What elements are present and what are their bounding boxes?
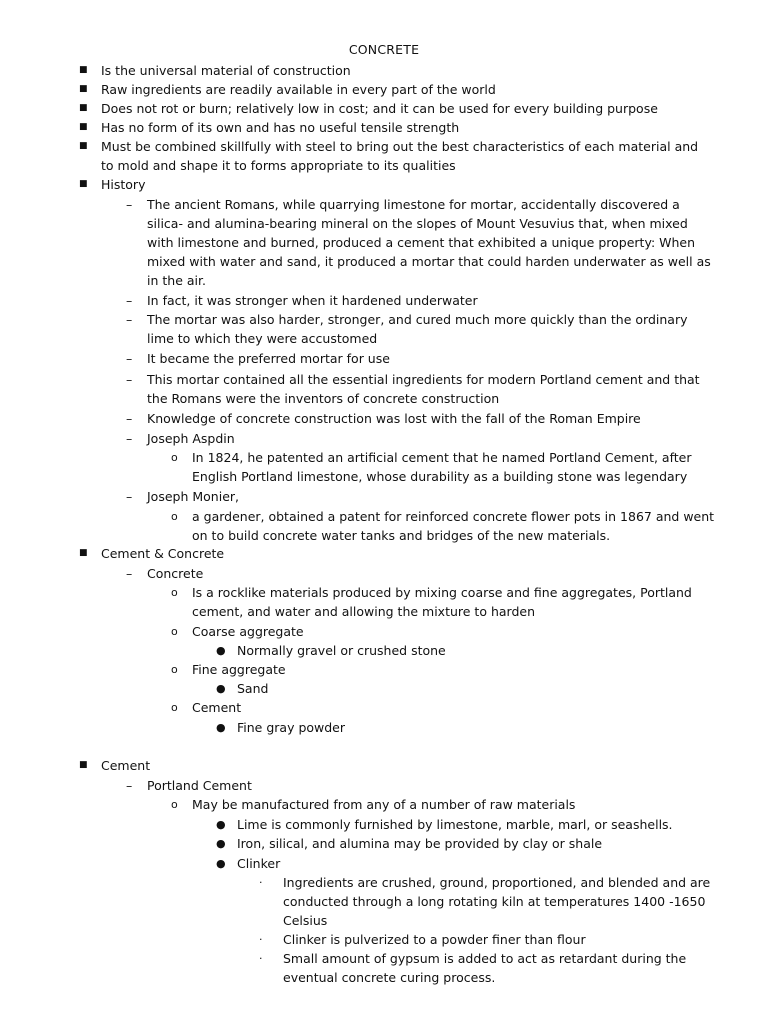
list-item-text: Clinker is pulverized to a powder finer than flour (283, 932, 586, 947)
list-item-text: Lime is commonly furnished by limestone, marble, marl, or seashells. (237, 817, 673, 832)
bullet-icon: o (171, 451, 178, 464)
bullet-icon: – (126, 411, 133, 426)
bullet-icon: ■ (79, 103, 88, 113)
list-item-text: Is a rocklike materials produced by mixing coarse and fine aggregates, Portland cement, and water and allowing the mixture to harden (192, 585, 692, 619)
list-item-text: May be manufactured from any of a number of raw materials (192, 797, 576, 812)
list-item-text: Cement & Concrete (101, 546, 225, 561)
list-item-text: Coarse aggregate (192, 624, 304, 639)
list-item-text: Must be combined skillfully with steel to bring out the best characteristics of each material and to mold and shape it to forms appropriate to its qualities (101, 139, 699, 173)
list-item-text: Portland Cement (147, 778, 252, 793)
bullet-icon: ● (216, 837, 226, 850)
list-item (126, 409, 712, 428)
list-item (126, 291, 712, 310)
bullet-icon: – (126, 197, 133, 212)
list-item-text: Is the universal material of construction (101, 63, 351, 78)
list-item (126, 487, 712, 506)
bullet-icon: o (171, 625, 178, 638)
list-item-text: Clinker (237, 856, 281, 871)
list-item (171, 448, 717, 486)
list-item (126, 370, 712, 408)
list-item-text: In fact, it was stronger when it hardened underwater (147, 293, 478, 308)
bullet-icon: ● (216, 857, 226, 870)
list-item-text: The mortar was also harder, stronger, and cured much more quickly than the ordinary lime to which they were accustomed (147, 312, 688, 346)
list-item-text: Knowledge of concrete construction was lost with the fall of the Roman Empire (147, 411, 641, 426)
list-item (126, 195, 712, 290)
bullet-icon: – (126, 351, 133, 366)
bullet-icon: ■ (79, 84, 88, 94)
list-item-text: Cement (192, 700, 242, 715)
bullet-icon: – (126, 778, 133, 793)
list-item-text: Raw ingredients are readily available in every part of the world (101, 82, 496, 97)
list-item (216, 834, 707, 853)
list-item-text: Iron, silical, and alumina may be provided by clay or shale (237, 836, 603, 851)
bullet-icon: ■ (79, 760, 88, 770)
list-item-text: The ancient Romans, while quarrying limestone for mortar, accidentally discovered a silica- and alumina-bearing mineral on the slopes of Mount Vesuvius that, when mixed with limestone and burned, produced a cement that exhibited a unique property: When mixed with water and sand, it produced a mortar that could harden underwater as well as in the air. (147, 197, 711, 288)
bullet-icon: ■ (79, 548, 88, 558)
list-item (126, 776, 712, 795)
bullet-icon: ■ (79, 65, 88, 75)
bullet-icon: ● (216, 818, 226, 831)
bullet-icon: · (259, 952, 263, 965)
list-item (171, 583, 717, 621)
list-item (126, 310, 712, 348)
bullet-icon: · (259, 933, 263, 946)
bullet-icon: · (259, 876, 263, 889)
list-item (171, 622, 717, 641)
list-item (171, 698, 717, 717)
list-item (259, 949, 713, 987)
list-item-text: Normally gravel or crushed stone (237, 643, 446, 658)
list-item (79, 544, 711, 563)
bullet-icon: ■ (79, 141, 88, 151)
document-title: CONCRETE (348, 42, 420, 57)
list-item-text: Fine aggregate (192, 662, 286, 677)
bullet-icon: – (126, 293, 133, 308)
list-item (79, 175, 711, 194)
list-item-text: Cement (101, 758, 151, 773)
list-item (126, 564, 712, 583)
list-item (126, 429, 712, 448)
list-item (216, 641, 707, 660)
list-item (79, 137, 711, 175)
list-item-text: Concrete (147, 566, 204, 581)
bullet-icon: – (126, 312, 133, 327)
list-item-text: This mortar contained all the essential ingredients for modern Portland cement and that the Romans were the inventors of concrete construction (147, 372, 700, 406)
list-item-text: In 1824, he patented an artificial cement that he named Portland Cement, after English Portland limestone, whose durability as a building stone was legendary (192, 450, 692, 484)
list-item (216, 854, 707, 873)
list-item-text: a gardener, obtained a patent for reinforced concrete flower pots in 1867 and went on to build concrete water tanks and bridges of the new materials. (192, 509, 715, 543)
bullet-icon: ● (216, 682, 226, 695)
bullet-icon: – (126, 431, 133, 446)
list-item-text: It became the preferred mortar for use (147, 351, 390, 366)
bullet-icon: o (171, 701, 178, 714)
list-item (216, 815, 707, 834)
list-item-text: Joseph Monier, (147, 489, 239, 504)
bullet-icon: – (126, 372, 133, 387)
bullet-icon: ■ (79, 179, 88, 189)
list-item (171, 660, 717, 679)
bullet-icon: ■ (79, 122, 88, 132)
list-item (79, 61, 711, 80)
list-item (79, 99, 711, 118)
bullet-icon: ● (216, 644, 226, 657)
list-item (79, 756, 711, 775)
list-item (259, 930, 713, 949)
list-item-text: Small amount of gypsum is added to act as retardant during the eventual concrete curing process. (283, 951, 687, 985)
list-item (216, 718, 707, 737)
bullet-icon: o (171, 663, 178, 676)
bullet-icon: o (171, 510, 178, 523)
list-item-text: Ingredients are crushed, ground, proportioned, and blended and are conducted through a long rotating kiln at temperatures 1400 -1650 Celsius (283, 875, 711, 928)
list-item (216, 679, 707, 698)
list-item-text: Sand (237, 681, 269, 696)
list-item-text: History (101, 177, 146, 192)
list-item-text: Has no form of its own and has no useful tensile strength (101, 120, 460, 135)
bullet-icon: – (126, 489, 133, 504)
bullet-icon: o (171, 798, 178, 811)
list-item (171, 507, 717, 545)
list-item-text: Does not rot or burn; relatively low in cost; and it can be used for every building purpose (101, 101, 658, 116)
list-item-text: Joseph Aspdin (147, 431, 235, 446)
bullet-icon: – (126, 566, 133, 581)
bullet-icon: o (171, 586, 178, 599)
list-item-text: Fine gray powder (237, 720, 346, 735)
list-item (259, 873, 713, 930)
list-item (79, 118, 711, 137)
list-item (171, 795, 717, 814)
bullet-icon: ● (216, 721, 226, 734)
list-item (126, 349, 712, 368)
list-item (79, 80, 711, 99)
